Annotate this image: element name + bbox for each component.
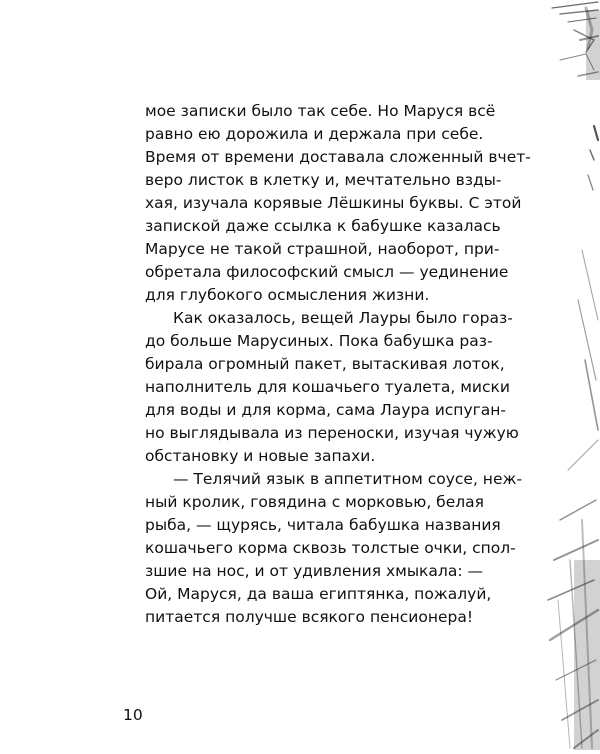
text-line: рыба, — щурясь, читала бабушка названия [145,516,501,534]
text-line: для воды и для корма, сама Лаура испуган- [145,401,506,419]
text-line: мое записки было так себе. Но Маруся всё [145,102,496,120]
text-line: зшие на нос, и от удивления хмыкала: — [145,562,483,580]
text-line: Как оказалось, вещей Лауры было горaз- [173,309,513,327]
body-text [145,100,531,629]
text-line: — Телячий язык в аппетитном соусе, неж- [173,470,523,488]
text-line: равно ею дорожила и держала при себе. [145,125,484,143]
text-line: веро листок в клетку и, мечтательно взды- [145,171,502,189]
text-line: но выглядывала из переноски, изучая чужую [145,424,519,442]
text-line: бирала огромный пакет, вытаскивая лоток, [145,355,505,373]
text-line: наполнитель для кошачьего туалета, миски [145,378,510,396]
text-line: обстановку и новые запахи. [145,447,376,465]
page-number: 10 [123,706,143,724]
sketch-illustration [490,0,600,750]
text-line: запиской даже ссылка к бабушке казалась [145,217,501,235]
text-line: до больше Марусиных. Пока бабушка раз- [145,332,493,350]
text-line: обретала философский смысл — уединение [145,263,509,281]
text-line: ный кролик, говядина с морковью, белая [145,493,484,511]
text-line: Марусе не такой страшной, наоборот, при- [145,240,500,258]
text-line: Время от времени доставала сложенный вчет- [145,148,531,166]
text-line: кошачьего корма сквозь толстые очки, спол- [145,539,516,557]
text-line: Ой, Маруся, да ваша египтянка, пожалуй, [145,585,492,603]
text-line: хая, изучала корявые Лёшкины буквы. С этой [145,194,522,212]
text-line: питается получше всякого пенсионера! [145,608,474,626]
text-line: для глубокого осмысления жизни. [145,286,430,304]
